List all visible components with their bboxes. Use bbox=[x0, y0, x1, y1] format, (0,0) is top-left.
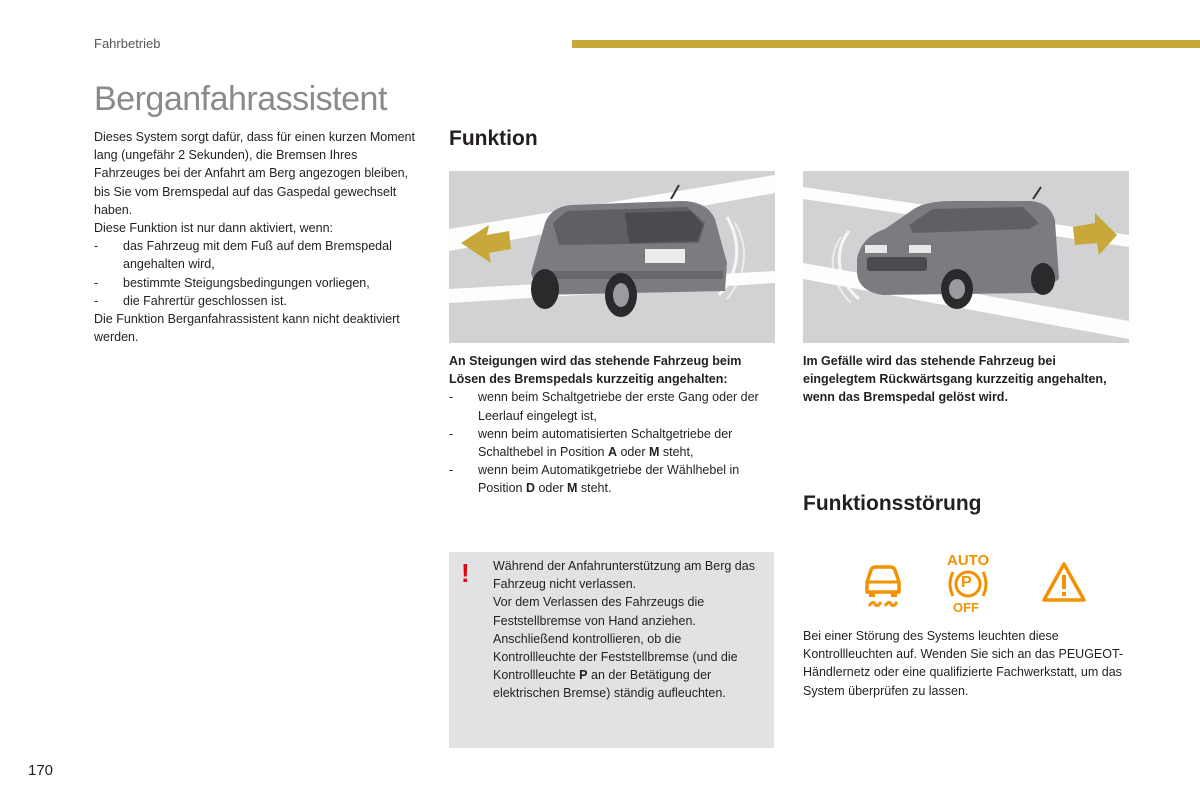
warning-lamps bbox=[855, 552, 1115, 616]
uphill-caption bbox=[449, 352, 779, 498]
page-number: 170 bbox=[28, 762, 54, 779]
warning-line: Anschließend kontrollieren, ob die Kontrollleuchte der Feststellbremse (und die Kontrollleuchte P an der Betätigung der elektrischen Bremse) ständig aufleuchten. bbox=[493, 631, 738, 701]
intro-note: Die Funktion Berganfahrassistent kann nicht deaktiviert werden. bbox=[94, 312, 400, 345]
condition-item: - das Fahrzeug mit dem Fuß auf dem Bremspedal angehalten wird, bbox=[94, 239, 392, 272]
warning-triangle-icon bbox=[1041, 560, 1087, 604]
traction-warning-icon bbox=[861, 562, 905, 608]
intro-condition-lead: Diese Funktion ist nur dann aktiviert, wenn: bbox=[94, 221, 334, 236]
page-title: Berganfahrassistent bbox=[94, 80, 387, 118]
downhill-caption: Im Gefälle wird das stehende Fahrzeug bei eingelegtem Rückwärtsgang kurzzeitig angehalten, wenn das Bremspedal gelöst wird. bbox=[803, 354, 1107, 405]
warning-line: Während der Anfahrunterstützung am Berg das Fahrzeug nicht verlassen. bbox=[493, 559, 755, 592]
gear-condition-item: - wenn beim Schaltgetriebe der erste Gang oder der Leerlauf eingelegt ist, bbox=[449, 390, 759, 423]
warning-exclamation-icon: ! bbox=[461, 558, 470, 588]
auto-park-off-icon bbox=[943, 552, 993, 616]
warning-text bbox=[493, 557, 763, 703]
header-accent-bar bbox=[572, 40, 1200, 48]
gear-condition-item: - wenn beim Automatikgetriebe der Wählhebel in Position D oder M steht. bbox=[449, 463, 740, 496]
fault-heading: Funktionsstörung bbox=[803, 492, 982, 515]
condition-item: - die Fahrertür geschlossen ist. bbox=[94, 293, 287, 308]
uphill-illustration bbox=[449, 171, 775, 343]
section-label: Fahrbetrieb bbox=[94, 36, 161, 51]
gear-condition-item: - wenn beim automatisierten Schaltgetriebe der Schalthebel in Position A oder M steht, bbox=[449, 426, 733, 460]
auto-label: AUTO bbox=[947, 552, 990, 569]
intro-text bbox=[94, 128, 424, 346]
condition-item: - bestimmte Steigungsbedingungen vorliegen, bbox=[94, 275, 370, 290]
downhill-illustration bbox=[803, 171, 1129, 343]
fault-text: Bei einer Störung des Systems leuchten diese Kontrollleuchten auf. Wenden Sie sich an das PEUGEOT-Händlernetz oder eine qualifizierte Fachwerkstatt, um das System überprüfen zu lassen. bbox=[803, 629, 1124, 698]
warning-line: Vor dem Verlassen des Fahrzeugs die Feststellbremse von Hand anziehen. bbox=[493, 595, 705, 628]
funktion-heading: Funktion bbox=[449, 127, 538, 150]
intro-paragraph: Dieses System sorgt dafür, dass für einen kurzen Moment lang (ungefähr 2 Sekunden), die Bremsen Ihres Fahrzeuges bei der Anfahrt am Berg angezogen bleiben, bis Sie vom Bremspedal auf das Gaspedal gewechselt haben. bbox=[94, 130, 415, 217]
p-label: P bbox=[961, 574, 972, 591]
uphill-caption-lead: An Steigungen wird das stehende Fahrzeug beim Lösen des Bremspedals kurzzeitig angehalten: bbox=[449, 354, 742, 387]
off-label: OFF bbox=[953, 600, 979, 615]
